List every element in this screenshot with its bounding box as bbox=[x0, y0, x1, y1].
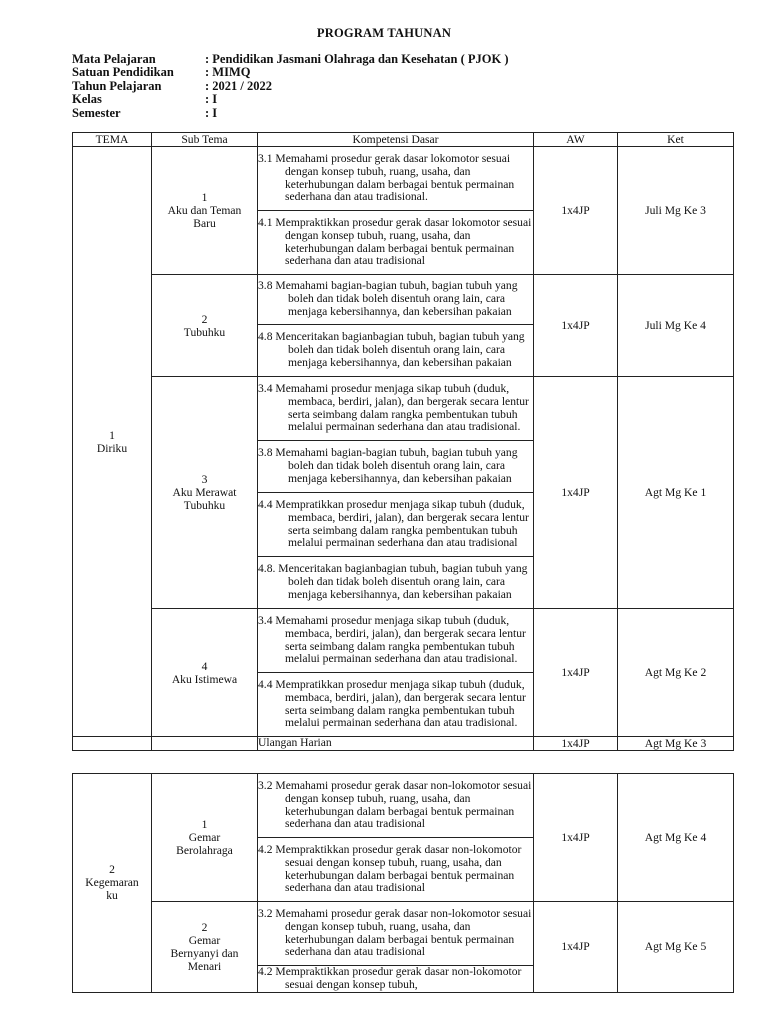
header-tema: TEMA bbox=[73, 133, 152, 147]
meta-value: : I bbox=[205, 92, 218, 107]
table-row bbox=[73, 147, 734, 211]
ket-cell: Agt Mg Ke 3 bbox=[618, 737, 734, 751]
kd-text: 3.8 Memahami bagian-bagian tubuh, bagian tubuh yang boleh dan tidak boleh disentuh orang lain, cara menjaga kebersihannya, dan kebersihan pakaian bbox=[258, 446, 518, 485]
kd-text: 3.2 Memahami prosedur gerak dasar non-lokomotor sesuai dengan konsep tubuh, ruang, usaha, dan keterhubungan dalam berbagai bentuk permainan sederhana dan atau tradisional bbox=[258, 907, 532, 959]
meta-row-tahun-pelajaran bbox=[72, 80, 509, 93]
aw-cell: 1x4JP bbox=[534, 737, 618, 751]
tema-label: 1 Diriku bbox=[96, 428, 128, 455]
kd-cell bbox=[258, 774, 534, 838]
subtema-cell bbox=[152, 377, 258, 609]
document-meta bbox=[72, 53, 509, 120]
table-row bbox=[73, 377, 734, 441]
table-row bbox=[73, 902, 734, 966]
ket-cell: Juli Mg Ke 3 bbox=[618, 147, 734, 275]
tema-cell bbox=[73, 147, 152, 737]
kd-cell bbox=[258, 966, 534, 993]
aw-cell: 1x4JP bbox=[534, 902, 618, 993]
header-aw: AW bbox=[534, 133, 618, 147]
ket-cell: Agt Mg Ke 1 bbox=[618, 377, 734, 609]
aw-cell: 1x4JP bbox=[534, 147, 618, 275]
meta-row-mata-pelajaran bbox=[72, 53, 509, 66]
empty-cell bbox=[152, 737, 258, 751]
subtema-label: 1 Aku dan Teman Baru bbox=[167, 191, 242, 230]
aw-cell: 1x4JP bbox=[534, 774, 618, 902]
table-row bbox=[73, 275, 734, 325]
kd-cell bbox=[258, 377, 534, 441]
header-kompetensi-dasar: Kompetensi Dasar bbox=[258, 133, 534, 147]
kd-text: 3.4 Memahami prosedur menjaga sikap tubuh (duduk, membaca, berdiri, jalan), dan bergerak secara lentur serta seimbang dalam rangka pembentukan tubuh melalui permainan sederhana dan atau tradisional. bbox=[258, 614, 526, 666]
subtema-label: 2 Gemar Bernyanyi dan Menari bbox=[170, 920, 239, 973]
header-sub-tema: Sub Tema bbox=[152, 133, 258, 147]
kd-cell bbox=[258, 557, 534, 609]
ulangan-label-cell: Ulangan Harian bbox=[258, 737, 534, 751]
kd-text: 4.4 Mempratikkan prosedur menjaga sikap tubuh (duduk, membaca, berdiri, jalan), dan bergerak secara lentur serta seimbang dalam rangka pembentukan tubuh melalui permainan sederhana dan atau tradisional. bbox=[258, 678, 526, 730]
kd-cell bbox=[258, 493, 534, 557]
table-row bbox=[73, 609, 734, 673]
kd-text: 4.2 Mempraktikkan prosedur gerak dasar non-lokomotor sesuai dengan konsep tubuh, ruang, usaha, dan keterhubungan dalam berbagai bentuk permainan sederhana dan atau tradisional bbox=[258, 843, 522, 895]
kd-cell bbox=[258, 325, 534, 377]
meta-row-semester bbox=[72, 107, 509, 120]
subtema-label: 1 Gemar Berolahraga bbox=[176, 818, 233, 857]
meta-value: : 2021 / 2022 bbox=[205, 78, 273, 93]
kd-text: 4.2 Mempraktikkan prosedur gerak dasar non-lokomotor sesuai dengan konsep tubuh, bbox=[258, 965, 522, 991]
tema-cell bbox=[73, 774, 152, 993]
table-row bbox=[73, 737, 734, 751]
tema-label: 2 Kegemaran ku bbox=[85, 863, 139, 903]
table-spacer bbox=[73, 751, 734, 774]
subtema-cell bbox=[152, 275, 258, 377]
kd-cell bbox=[258, 902, 534, 966]
aw-cell: 1x4JP bbox=[534, 275, 618, 377]
kd-text: 4.8. Menceritakan bagianbagian tubuh, bagian tubuh yang boleh dan tidak boleh disentuh orang lain, cara menjaga kebersihannya, dan kebersihan pakaian bbox=[258, 562, 528, 601]
table-row bbox=[73, 774, 734, 838]
subtema-label: 4 Aku Istimewa bbox=[171, 659, 238, 686]
kd-text: 4.1 Mempraktikkan prosedur gerak dasar lokomotor sesuai dengan konsep tubuh, ruang, usaha, dan keterhubungan dalam berbagai bentuk permainan sederhana dan atau tradisional bbox=[258, 216, 532, 268]
meta-value: : MIMQ bbox=[205, 65, 251, 80]
kd-cell bbox=[258, 441, 534, 493]
kd-text: 3.8 Memahami bagian-bagian tubuh, bagian tubuh yang boleh dan tidak boleh disentuh orang lain, cara menjaga kebersihannya, dan kebersihan pakaian bbox=[258, 279, 518, 318]
subtema-cell bbox=[152, 147, 258, 275]
ket-cell: Juli Mg Ke 4 bbox=[618, 275, 734, 377]
kd-text: 3.4 Memahami prosedur menjaga sikap tubuh (duduk, membaca, berdiri, jalan), dan bergerak secara lentur serta seimbang dalam rangka pembentukan tubuh melalui permainan sederhana dan atau tradisional. bbox=[258, 382, 529, 434]
empty-cell bbox=[73, 737, 152, 751]
kd-cell bbox=[258, 147, 534, 211]
meta-label: Satuan Pendidikan bbox=[72, 65, 174, 80]
meta-row-kelas bbox=[72, 93, 509, 106]
meta-label: Kelas bbox=[72, 92, 102, 107]
meta-row-satuan-pendidikan bbox=[72, 66, 509, 79]
kd-cell bbox=[258, 211, 534, 275]
kd-cell bbox=[258, 673, 534, 737]
ket-cell: Agt Mg Ke 4 bbox=[618, 774, 734, 902]
subtema-label: 3 Aku Merawat Tubuhku bbox=[172, 473, 237, 512]
meta-value: : Pendidikan Jasmani Olahraga dan Kesehatan ( PJOK ) bbox=[205, 52, 509, 66]
kd-cell bbox=[258, 609, 534, 673]
spacer-cell bbox=[73, 751, 734, 774]
aw-cell: 1x4JP bbox=[534, 377, 618, 609]
ket-cell: Agt Mg Ke 5 bbox=[618, 902, 734, 993]
kd-cell bbox=[258, 838, 534, 902]
meta-label: Tahun Pelajaran bbox=[72, 78, 162, 93]
meta-value: : I bbox=[205, 105, 218, 120]
kd-text: 3.1 Memahami prosedur gerak dasar lokomotor sesuai dengan konsep tubuh, ruang, usaha, dan keterhubungan dalam berbagai bentuk permainan sederhana dan atau tradisional. bbox=[258, 152, 515, 204]
document-title: PROGRAM TAHUNAN bbox=[316, 26, 452, 40]
meta-label: Mata Pelajaran bbox=[72, 52, 156, 66]
subtema-cell bbox=[152, 774, 258, 902]
subtema-cell bbox=[152, 609, 258, 737]
table-header-row bbox=[73, 133, 734, 147]
subtema-label: 2 Tubuhku bbox=[183, 312, 226, 339]
kd-text: 4.8 Menceritakan bagianbagian tubuh, bagian tubuh yang boleh dan tidak boleh disentuh orang lain, cara menjaga kebersihannya, dan kebersihan pakaian bbox=[258, 330, 525, 369]
header-ket: Ket bbox=[618, 133, 734, 147]
meta-label: Semester bbox=[72, 105, 121, 120]
kd-text: 4.4 Mempratikkan prosedur menjaga sikap tubuh (duduk, membaca, berdiri, jalan), dan bergerak secara lentur serta seimbang dalam rangka pembentukan tubuh melalui permainan sederhana dan atau tradisional bbox=[258, 498, 529, 550]
program-tahunan-table bbox=[72, 132, 734, 993]
kd-cell bbox=[258, 275, 534, 325]
subtema-cell bbox=[152, 902, 258, 993]
ket-cell: Agt Mg Ke 2 bbox=[618, 609, 734, 737]
aw-cell: 1x4JP bbox=[534, 609, 618, 737]
kd-text: 3.2 Memahami prosedur gerak dasar non-lokomotor sesuai dengan konsep tubuh, ruang, usaha, dan keterhubungan dalam berbagai bentuk permainan sederhana dan atau tradisional bbox=[258, 779, 532, 831]
